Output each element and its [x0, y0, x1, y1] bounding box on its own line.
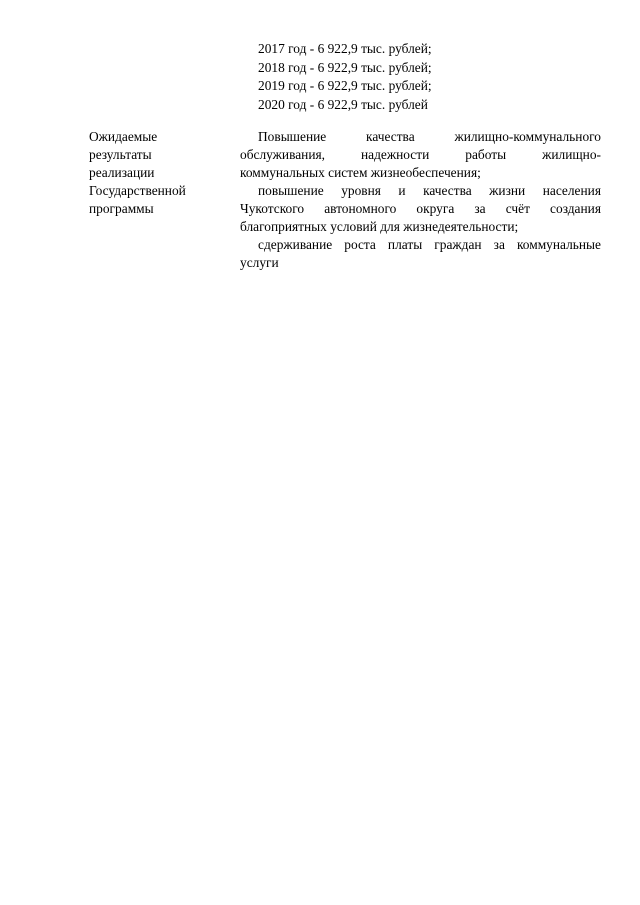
label-line: программы [89, 201, 154, 216]
paragraph-line: благоприятных условий для жизнедеятельности; [240, 219, 519, 234]
funding-year-2017: 2017 год - 6 922,9 тыс. рублей; [258, 41, 432, 56]
result-paragraph-quality [240, 128, 601, 182]
funding-year-2018: 2018 год - 6 922,9 тыс. рублей; [258, 59, 432, 75]
funding-year-2019: 2019 год - 6 922,9 тыс. рублей; [258, 78, 432, 94]
label-line: результаты [89, 147, 152, 162]
label-line: реализации [89, 165, 155, 180]
paragraph-line: Чукотского автономного округа за счёт создания [240, 201, 601, 216]
paragraph-line: коммунальных систем жизнеобеспечения; [240, 165, 481, 180]
label-line: Ожидаемые [89, 129, 158, 144]
paragraph-line: обслуживания, надежности работы жилищно- [240, 147, 601, 162]
paragraph-line: сдерживание роста платы граждан за коммунальные [258, 237, 601, 252]
expected-results-label [89, 128, 229, 218]
result-paragraph-tariffs [240, 236, 601, 272]
result-paragraph-living-standard [240, 182, 601, 236]
funding-by-year-list [258, 40, 432, 115]
paragraph-line: Повышение качества жилищно-коммунального [258, 129, 601, 144]
paragraph-line: повышение уровня и качества жизни населения [258, 183, 601, 198]
paragraph-line: услуги [240, 255, 279, 270]
label-line: Государственной [89, 183, 186, 198]
expected-results-text [240, 128, 601, 272]
funding-year-2020: 2020 год - 6 922,9 тыс. рублей [258, 97, 428, 113]
